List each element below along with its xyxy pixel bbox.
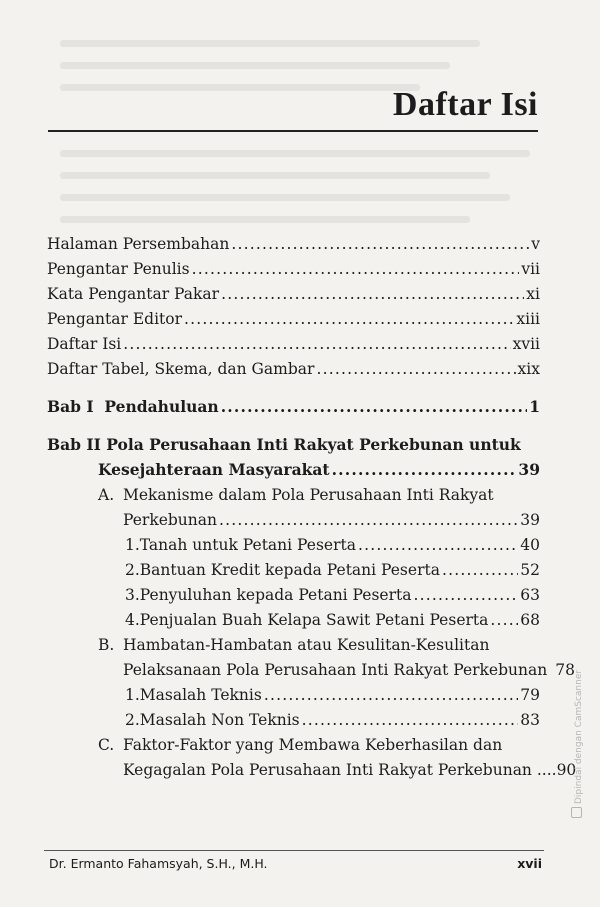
footer-rule [44,850,544,851]
section-a-line1[interactable] [98,485,494,505]
sub-page: 79 [520,686,540,704]
sub-page: 52 [520,561,540,579]
leader-dots [302,710,519,730]
camscanner-icon [571,807,582,818]
leader-dots [221,284,524,304]
sub-label: Penjualan Buah Kelapa Sawit Petani Peserta [139,611,489,629]
leader-dots [231,234,529,254]
section-label: Perkebunan [123,511,217,529]
section-letter: A. [98,486,115,504]
section-page: 39 [520,511,540,529]
toc-entry-label: Kata Pengantar Pakar [47,285,220,303]
toc-entry-label: Pengantar Penulis [47,260,190,278]
sub-number: 2. [125,711,140,729]
sub-page: 83 [520,711,540,729]
leader-dots [316,359,515,379]
toc-entry-page: xvii [512,335,540,353]
leader-dots [442,560,518,580]
sub-number: 2. [125,561,140,579]
page-title: Daftar Isi [392,86,538,123]
toc-entry-label: Daftar Isi [47,335,122,353]
section-letter: B. [98,636,115,654]
chapter-page: 1 [529,397,540,416]
toc-chapter-1[interactable] [47,397,540,417]
chapter-page: 39 [518,460,540,479]
toc-subentry[interactable] [125,610,540,630]
section-letter: C. [98,736,115,754]
sub-label: Masalah Non Teknis [139,711,300,729]
leader-dots [490,610,518,630]
section-page: 90 [556,761,577,779]
toc-subentry[interactable] [125,560,540,580]
leader-dots [219,510,518,530]
toc-subentry[interactable] [125,685,540,705]
toc-entry-page: xiii [516,310,540,328]
sub-number: 4. [125,611,140,629]
sub-number: 1. [125,686,140,704]
toc-section-a[interactable] [123,510,540,530]
toc-subentry[interactable] [125,535,540,555]
watermark-text: Dipindai dengan CamScanner [574,669,584,804]
toc-entry[interactable] [47,309,540,329]
leader-dots [332,460,517,480]
toc-entry[interactable] [47,359,540,379]
toc-entry-page: vii [521,260,540,278]
toc-entry[interactable] [47,234,540,254]
sub-label: Masalah Teknis [139,686,262,704]
leader-dots [358,535,518,555]
toc-entry-label: Pengantar Editor [47,310,183,328]
leader-dots [413,585,518,605]
section-b-line1[interactable] [98,635,489,655]
toc-entry[interactable] [47,334,540,354]
sub-number: 3. [125,586,140,604]
toc-entry[interactable] [47,259,540,279]
toc-entry-page: xi [526,285,540,303]
toc-entry-page: xix [517,360,540,378]
section-page: 78 [555,661,575,679]
section-title: Mekanisme dalam Pola Perusahaan Inti Rakyat [123,486,494,504]
title-rule [48,130,538,132]
sub-label: Tanah untuk Petani Peserta [139,536,356,554]
sub-page: 68 [520,611,540,629]
leader-dots [221,397,528,417]
leader-dots [184,309,514,329]
toc-entry[interactable] [47,284,540,304]
sub-label: Penyuluhan kepada Petani Peserta [139,586,412,604]
toc-entry-label: Halaman Persembahan [47,235,230,253]
sub-label: Bantuan Kredit kepada Petani Peserta [139,561,440,579]
chapter-label: Bab I Pendahuluan [47,397,219,416]
leader-dots [123,334,510,354]
toc-subentry[interactable] [125,585,540,605]
footer-page-number: xvii [517,856,542,871]
chapter-label: Kesejahteraan Masyarakat [98,460,330,479]
toc-section-c[interactable] [123,760,577,780]
section-label: Kegagalan Pola Perusahaan Inti Rakyat Perkebunan .... [123,761,557,779]
sub-page: 40 [520,536,540,554]
toc-subentry[interactable] [125,710,540,730]
footer-author: Dr. Ermanto Fahamsyah, S.H., M.H. [49,856,268,871]
leader-dots [192,259,520,279]
sub-page: 63 [520,586,540,604]
toc-entry-label: Daftar Tabel, Skema, dan Gambar [47,360,315,378]
section-title: Faktor-Faktor yang Membawa Keberhasilan dan [123,736,503,754]
sub-number: 1. [125,536,140,554]
toc-section-b[interactable] [123,660,575,680]
scanner-watermark [571,670,584,818]
toc-entry-page: v [531,235,540,253]
section-c-line1[interactable] [98,735,502,755]
section-label: Pelaksanaan Pola Perusahaan Inti Rakyat Perkebunan [123,661,548,679]
section-title: Hambatan-Hambatan atau Kesulitan-Kesulitan [123,636,490,654]
chapter-2-title-line1[interactable]: Bab II Pola Perusahaan Inti Rakyat Perkebunan untuk [47,435,521,454]
leader-dots [264,685,518,705]
toc-chapter-2[interactable] [98,460,540,480]
